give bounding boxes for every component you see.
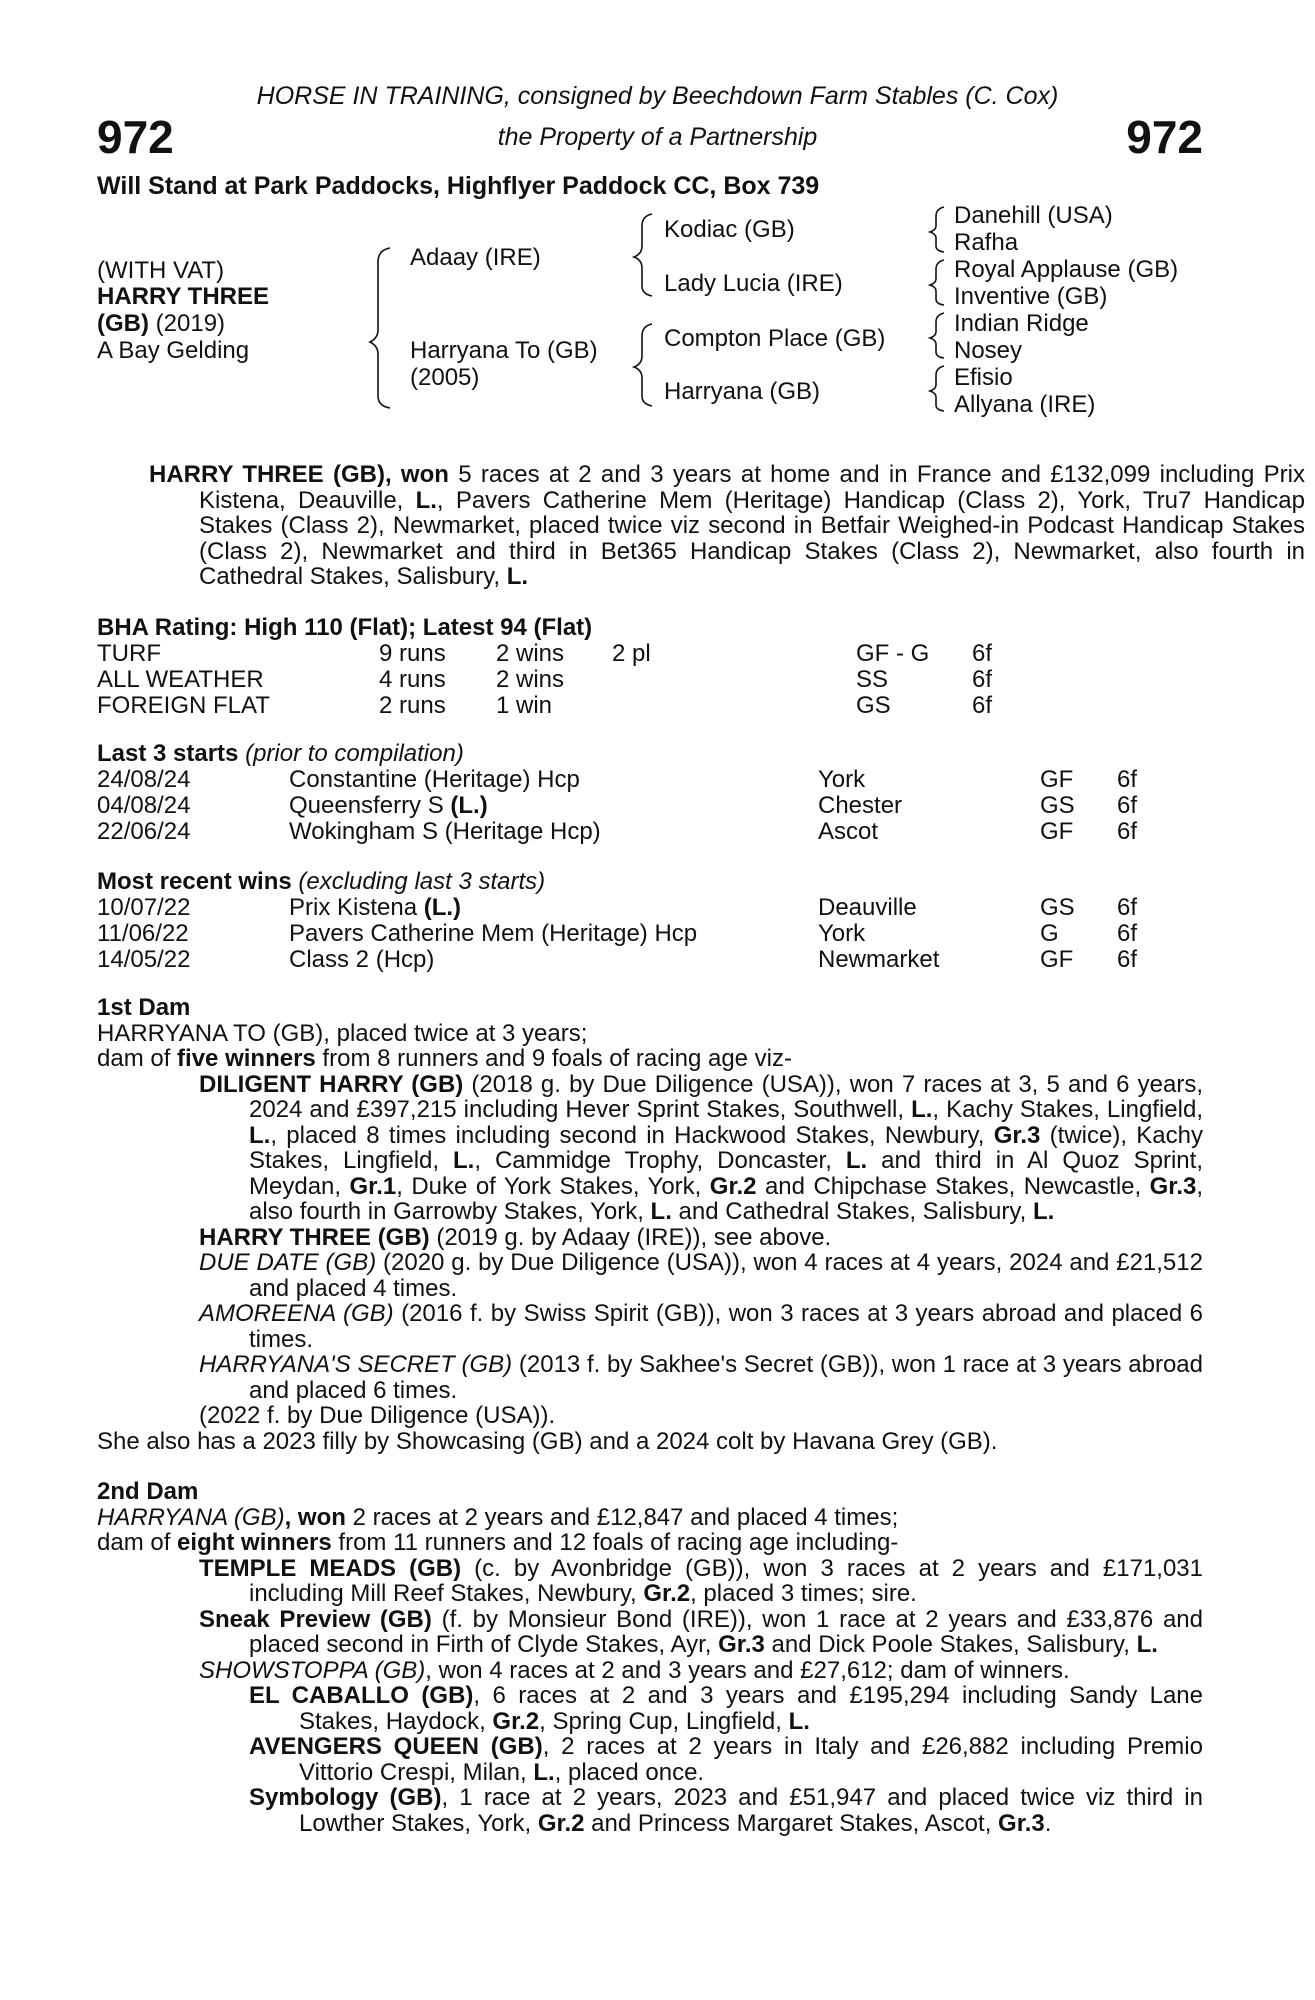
produce-symbology xyxy=(97,1785,1203,1836)
summary-listed-1: L. xyxy=(415,486,437,514)
d2-l1c: 2 races at 2 years and £12,847 and placed 4 times; xyxy=(345,1503,899,1531)
produce-diligent-harry xyxy=(97,1072,1203,1225)
ds-dam: Nosey xyxy=(954,337,1023,364)
dam-sire: Compton Place (GB) xyxy=(664,325,886,352)
horse-description: A Bay Gelding xyxy=(97,337,250,364)
p1-t10: and Cathedral Stakes, Salisbury, xyxy=(671,1198,1033,1225)
d2p2-t2: and Dick Poole Stakes, Salisbury, xyxy=(764,1631,1137,1658)
rating-placed: 2 pl xyxy=(612,640,651,667)
p1-t9: , also fourth in Garrowby Stakes, York, xyxy=(249,1172,1204,1225)
p1-b5: L. xyxy=(845,1147,868,1174)
rating-runs: 2 runs xyxy=(379,692,446,719)
c3-t1: , 1 race at 2 years, 2023 and £51,947 and placed twice viz third in Lowther Stakes, York, xyxy=(299,1784,1203,1837)
p1-t5: , Cammidge Trophy, Doncaster, xyxy=(474,1147,846,1174)
dam-dam: Harryana (GB) xyxy=(664,378,821,405)
rating-distance: 6f xyxy=(972,692,993,719)
d2-l1a: HARRYANA (GB) xyxy=(97,1503,285,1531)
p1-b10: L. xyxy=(1032,1198,1055,1225)
race-going: GS xyxy=(1040,792,1075,819)
produce-harry-three xyxy=(97,1225,1203,1251)
race-date: 04/08/24 xyxy=(97,792,191,819)
race-course: Chester xyxy=(818,792,903,819)
c3-t2: and Princess Margaret Stakes, Ascot, xyxy=(584,1809,999,1837)
race-distance: 6f xyxy=(1117,920,1138,947)
d2p2-t1: (f. by Monsieur Bond (IRE)), won 1 race at 2 years and £33,876 and placed second in Firth of Clyde Stakes, Ayr, xyxy=(249,1605,1204,1658)
d2-l1b: , won xyxy=(284,1503,346,1531)
race-name xyxy=(289,766,580,794)
recent-heading xyxy=(97,868,545,896)
race-title: Constantine (Heritage) Hcp xyxy=(289,766,580,793)
p1-t2: , Kachy Stakes, Lingfield, xyxy=(932,1096,1204,1123)
produce-due-date xyxy=(97,1250,1203,1301)
second-dam-produce-summary xyxy=(97,1530,1203,1556)
property-line: the Property of a Partnership xyxy=(497,123,818,151)
rating-wins: 1 win xyxy=(496,692,553,719)
p4-t: (2016 f. by Swiss Spirit (GB)), won 3 races at 3 years abroad and placed 6 times. xyxy=(249,1300,1203,1353)
stand-line: Will Stand at Park Paddocks, Highflyer Paddock CC, Box 739 xyxy=(97,172,820,200)
race-date: 24/08/24 xyxy=(97,766,191,793)
p1-t1: (2018 g. by Due Diligence (USA)), won 7 races at 3, 5 and 6 years, 2024 and £397,215 including Hever Sprint Stakes, Southwell, xyxy=(249,1070,1203,1123)
race-distance: 6f xyxy=(1117,766,1138,793)
race-going: GF xyxy=(1040,766,1074,793)
c3-name: Symbology (GB) xyxy=(249,1784,442,1811)
c2-name: AVENGERS QUEEN (GB) xyxy=(249,1733,543,1760)
last3-note: (prior to compilation) xyxy=(238,740,464,767)
summary-text-1: 5 races at 2 and 3 years at home and in France and £132,099 including Prix Kistena, Deauville, xyxy=(199,461,1306,514)
horse-country: (GB) xyxy=(97,310,149,337)
sire-sire: Kodiac (GB) xyxy=(664,216,795,243)
d2p3-t: , won 4 races at 2 and 3 years and £27,612; dam of winners. xyxy=(425,1656,1070,1684)
race-course: Newmarket xyxy=(818,946,940,973)
c1-t1: , 6 races at 2 and 3 years and £195,294 including Sandy Lane Stakes, Haydock, xyxy=(299,1682,1204,1735)
rating-runs: 9 runs xyxy=(379,640,446,667)
produce-harryanas-secret xyxy=(97,1352,1203,1403)
d2p1-t1: (c. by Avonbridge (GB)), won 3 races at 2 years and £171,031 including Mill Reef Stakes, Newbury, xyxy=(249,1554,1204,1607)
p1-t8: and Chipchase Stakes, Newcastle, xyxy=(756,1172,1150,1200)
last3-heading xyxy=(97,740,464,768)
d1-l2a: dam of xyxy=(97,1045,178,1072)
summary-text-2: , Pavers Catherine Mem (Heritage) Handicap (Class 2), York, Tru7 Handicap Stakes (Class 2), Newmarket, placed twice viz second in Betfair Weighed-in Podcast Handicap Stakes (Class 2), Newmarket and third in Bet365 Handicap Stakes (Class 2), Newmarket, also fourth in Cathedral Stakes, Salisbury, xyxy=(199,486,1305,590)
brace-sd xyxy=(930,260,944,305)
produce-temple-meads xyxy=(97,1556,1203,1607)
p1-b4: L. xyxy=(453,1147,475,1174)
first-dam-also: She also has a 2023 filly by Showcasing (GB) and a 2024 colt by Havana Grey (GB). xyxy=(97,1427,998,1455)
rating-distance: 6f xyxy=(972,640,993,667)
produce-avengers-queen xyxy=(97,1734,1203,1785)
p1-t6: and third in Al Quoz Sprint, Meydan, xyxy=(249,1147,1203,1200)
race-going: GF xyxy=(1040,818,1074,845)
c1-name: EL CABALLO (GB) xyxy=(249,1682,474,1709)
brace-gen1 xyxy=(370,248,390,408)
dd-dam: Allyana (IRE) xyxy=(954,391,1096,418)
p1-name: DILIGENT HARRY (GB) xyxy=(199,1070,464,1098)
race-course: York xyxy=(818,766,866,793)
rating-going: GF - G xyxy=(856,640,930,667)
p1-t4: (twice), Kachy Stakes, Lingfield, xyxy=(249,1121,1204,1174)
race-summary xyxy=(97,462,1305,590)
p1-b7: Gr.2 xyxy=(709,1172,757,1200)
c1-b1: Gr.2 xyxy=(492,1707,540,1735)
lot-number-left: 972 xyxy=(97,111,174,163)
c1-b2: L. xyxy=(788,1707,810,1735)
race-title: Queensferry S xyxy=(289,792,451,819)
p4-name: AMOREENA (GB) xyxy=(199,1300,394,1327)
first-dam-line: HARRYANA TO (GB), placed twice at 3 years; xyxy=(97,1019,588,1047)
p1-b3: Gr.3 xyxy=(993,1121,1041,1149)
d2p2-b1: Gr.3 xyxy=(718,1631,765,1658)
summary-won: , won xyxy=(384,461,449,488)
brace-ss xyxy=(930,207,944,252)
dam: Harryana To (GB) xyxy=(410,337,598,364)
brace-sire xyxy=(634,214,652,296)
sire: Adaay (IRE) xyxy=(410,244,541,271)
summary-horse-name: HARRY THREE (GB) xyxy=(149,461,385,488)
d2-l2b: eight winners xyxy=(177,1529,332,1556)
p1-b1: L. xyxy=(911,1096,933,1123)
p3-name: DUE DATE (GB) xyxy=(199,1249,377,1276)
first-dam-section xyxy=(97,995,1203,1454)
race-distance: 6f xyxy=(1117,792,1138,819)
dd-sire: Efisio xyxy=(954,364,1013,391)
produce-showstoppa xyxy=(97,1658,1203,1684)
race-title: Class 2 (Hcp) xyxy=(289,946,435,973)
race-date: 14/05/22 xyxy=(97,946,191,973)
vat-note: (WITH VAT) xyxy=(97,257,225,284)
second-dam-section xyxy=(97,1479,1203,1836)
p5-t: (2013 f. by Sakhee's Secret (GB)), won 1 race at 3 years abroad and placed 6 times. xyxy=(249,1351,1203,1404)
produce-2022-filly: (2022 f. by Due Diligence (USA)). xyxy=(199,1402,556,1429)
race-name xyxy=(289,792,488,820)
race-listed: (L.) xyxy=(423,894,462,921)
horse-name: HARRY THREE xyxy=(97,283,270,310)
p1-t3: , placed 8 times including second in Hackwood Stakes, Newbury, xyxy=(270,1121,994,1149)
c1-t2: , Spring Cup, Lingfield, xyxy=(539,1707,789,1735)
sd-dam: Inventive (GB) xyxy=(954,283,1108,310)
brace-dd xyxy=(930,366,944,411)
pedigree-braces xyxy=(0,0,1315,420)
race-name xyxy=(289,818,601,846)
race-name xyxy=(289,946,434,974)
race-going: GS xyxy=(1040,894,1075,921)
first-dam-title: 1st Dam xyxy=(97,994,191,1021)
race-listed: (L.) xyxy=(450,792,488,819)
consignor-line: HORSE IN TRAINING, consigned by Beechdown Farm Stables (C. Cox) xyxy=(256,82,1059,110)
p2-name: HARRY THREE (GB) xyxy=(199,1223,430,1251)
race-title: Pavers Catherine Mem (Heritage) Hcp xyxy=(289,920,698,947)
p3-t: (2020 g. by Due Diligence (USA)), won 4 races at 4 years, 2024 and £21,512 and placed 4 times. xyxy=(249,1249,1203,1302)
c3-b1: Gr.2 xyxy=(537,1809,585,1837)
first-dam-produce-summary xyxy=(97,1046,1203,1072)
c3-t3: . xyxy=(1044,1809,1052,1837)
d2p3-name: SHOWSTOPPA (GB) xyxy=(199,1656,426,1684)
race-title: Prix Kistena xyxy=(289,894,424,921)
race-course: York xyxy=(818,920,866,947)
second-dam-title: 2nd Dam xyxy=(97,1478,199,1505)
rating-going: GS xyxy=(856,692,891,719)
brace-dam xyxy=(634,324,652,406)
rating-runs: 4 runs xyxy=(379,666,446,693)
c2-t2: , placed once. xyxy=(554,1758,705,1786)
ss-sire: Danehill (USA) xyxy=(954,202,1113,229)
sire-dam: Lady Lucia (IRE) xyxy=(664,270,843,297)
c2-t1: , 2 races at 2 years in Italy and £26,882 including Premio Vittorio Crespi, Milan, xyxy=(299,1733,1203,1786)
d2p1-t2: , placed 3 times; sire. xyxy=(690,1580,917,1607)
race-distance: 6f xyxy=(1117,946,1138,973)
sd-sire: Royal Applause (GB) xyxy=(954,256,1179,283)
recent-title: Most recent wins xyxy=(97,868,292,895)
p2-t: (2019 g. by Adaay (IRE)), see above. xyxy=(429,1223,832,1251)
recent-note: (excluding last 3 starts) xyxy=(291,868,546,895)
produce-sneak-preview xyxy=(97,1607,1203,1658)
produce-amoreena xyxy=(97,1301,1203,1352)
race-date: 22/06/24 xyxy=(97,818,191,845)
p1-b9: L. xyxy=(650,1198,672,1225)
d1-l2c: from 8 runners and 9 foals of racing age viz- xyxy=(315,1045,793,1072)
race-course: Ascot xyxy=(818,818,879,845)
race-going: G xyxy=(1040,920,1059,947)
race-course: Deauville xyxy=(818,894,917,921)
horse-year: (2019) xyxy=(155,310,226,337)
brace-ds xyxy=(930,313,944,358)
last3-title: Last 3 starts xyxy=(97,740,239,767)
rating-surface: TURF xyxy=(97,640,161,667)
d2p1-b1: Gr.2 xyxy=(643,1580,691,1607)
dam-year: (2005) xyxy=(410,364,480,391)
d2p2-b2: L. xyxy=(1136,1631,1158,1658)
d2p1-name: TEMPLE MEADS (GB) xyxy=(199,1554,462,1582)
race-name xyxy=(289,920,697,948)
race-name xyxy=(289,894,461,922)
rating-wins: 2 wins xyxy=(496,640,565,667)
race-title: Wokingham S (Heritage Hcp) xyxy=(289,818,601,845)
ds-sire: Indian Ridge xyxy=(954,310,1089,337)
p1-b2: L. xyxy=(249,1121,271,1149)
p1-t7: , Duke of York Stakes, York, xyxy=(396,1172,710,1200)
ss-dam: Rafha xyxy=(954,229,1019,256)
p1-b8: Gr.3 xyxy=(1149,1172,1197,1200)
c3-b2: Gr.3 xyxy=(998,1809,1045,1837)
rating-wins: 2 wins xyxy=(496,666,565,693)
c2-b1: L. xyxy=(533,1758,555,1786)
d2-l2c: from 11 runners and 12 foals of racing age including- xyxy=(331,1529,899,1556)
rating-surface: FOREIGN FLAT xyxy=(97,692,270,719)
race-distance: 6f xyxy=(1117,818,1138,845)
produce-el-caballo xyxy=(97,1683,1203,1734)
summary-listed-2: L. xyxy=(506,563,529,590)
d1-l2b: five winners xyxy=(177,1045,316,1072)
second-dam-line xyxy=(97,1505,1203,1531)
p1-b6: Gr.1 xyxy=(349,1172,397,1200)
rating-surface: ALL WEATHER xyxy=(97,666,264,693)
p5-name: HARRYANA'S SECRET (GB) xyxy=(199,1351,513,1378)
lot-number-right: 972 xyxy=(1126,111,1203,163)
d2-l2a: dam of xyxy=(97,1529,178,1556)
bha-rating-title: BHA Rating: High 110 (Flat); Latest 94 (Flat) xyxy=(97,614,593,641)
race-date: 10/07/22 xyxy=(97,894,191,921)
rating-distance: 6f xyxy=(972,666,993,693)
race-date: 11/06/22 xyxy=(97,920,189,947)
race-distance: 6f xyxy=(1117,894,1138,921)
rating-going: SS xyxy=(856,666,889,693)
race-going: GF xyxy=(1040,946,1074,973)
d2p2-name: Sneak Preview (GB) xyxy=(199,1605,432,1633)
